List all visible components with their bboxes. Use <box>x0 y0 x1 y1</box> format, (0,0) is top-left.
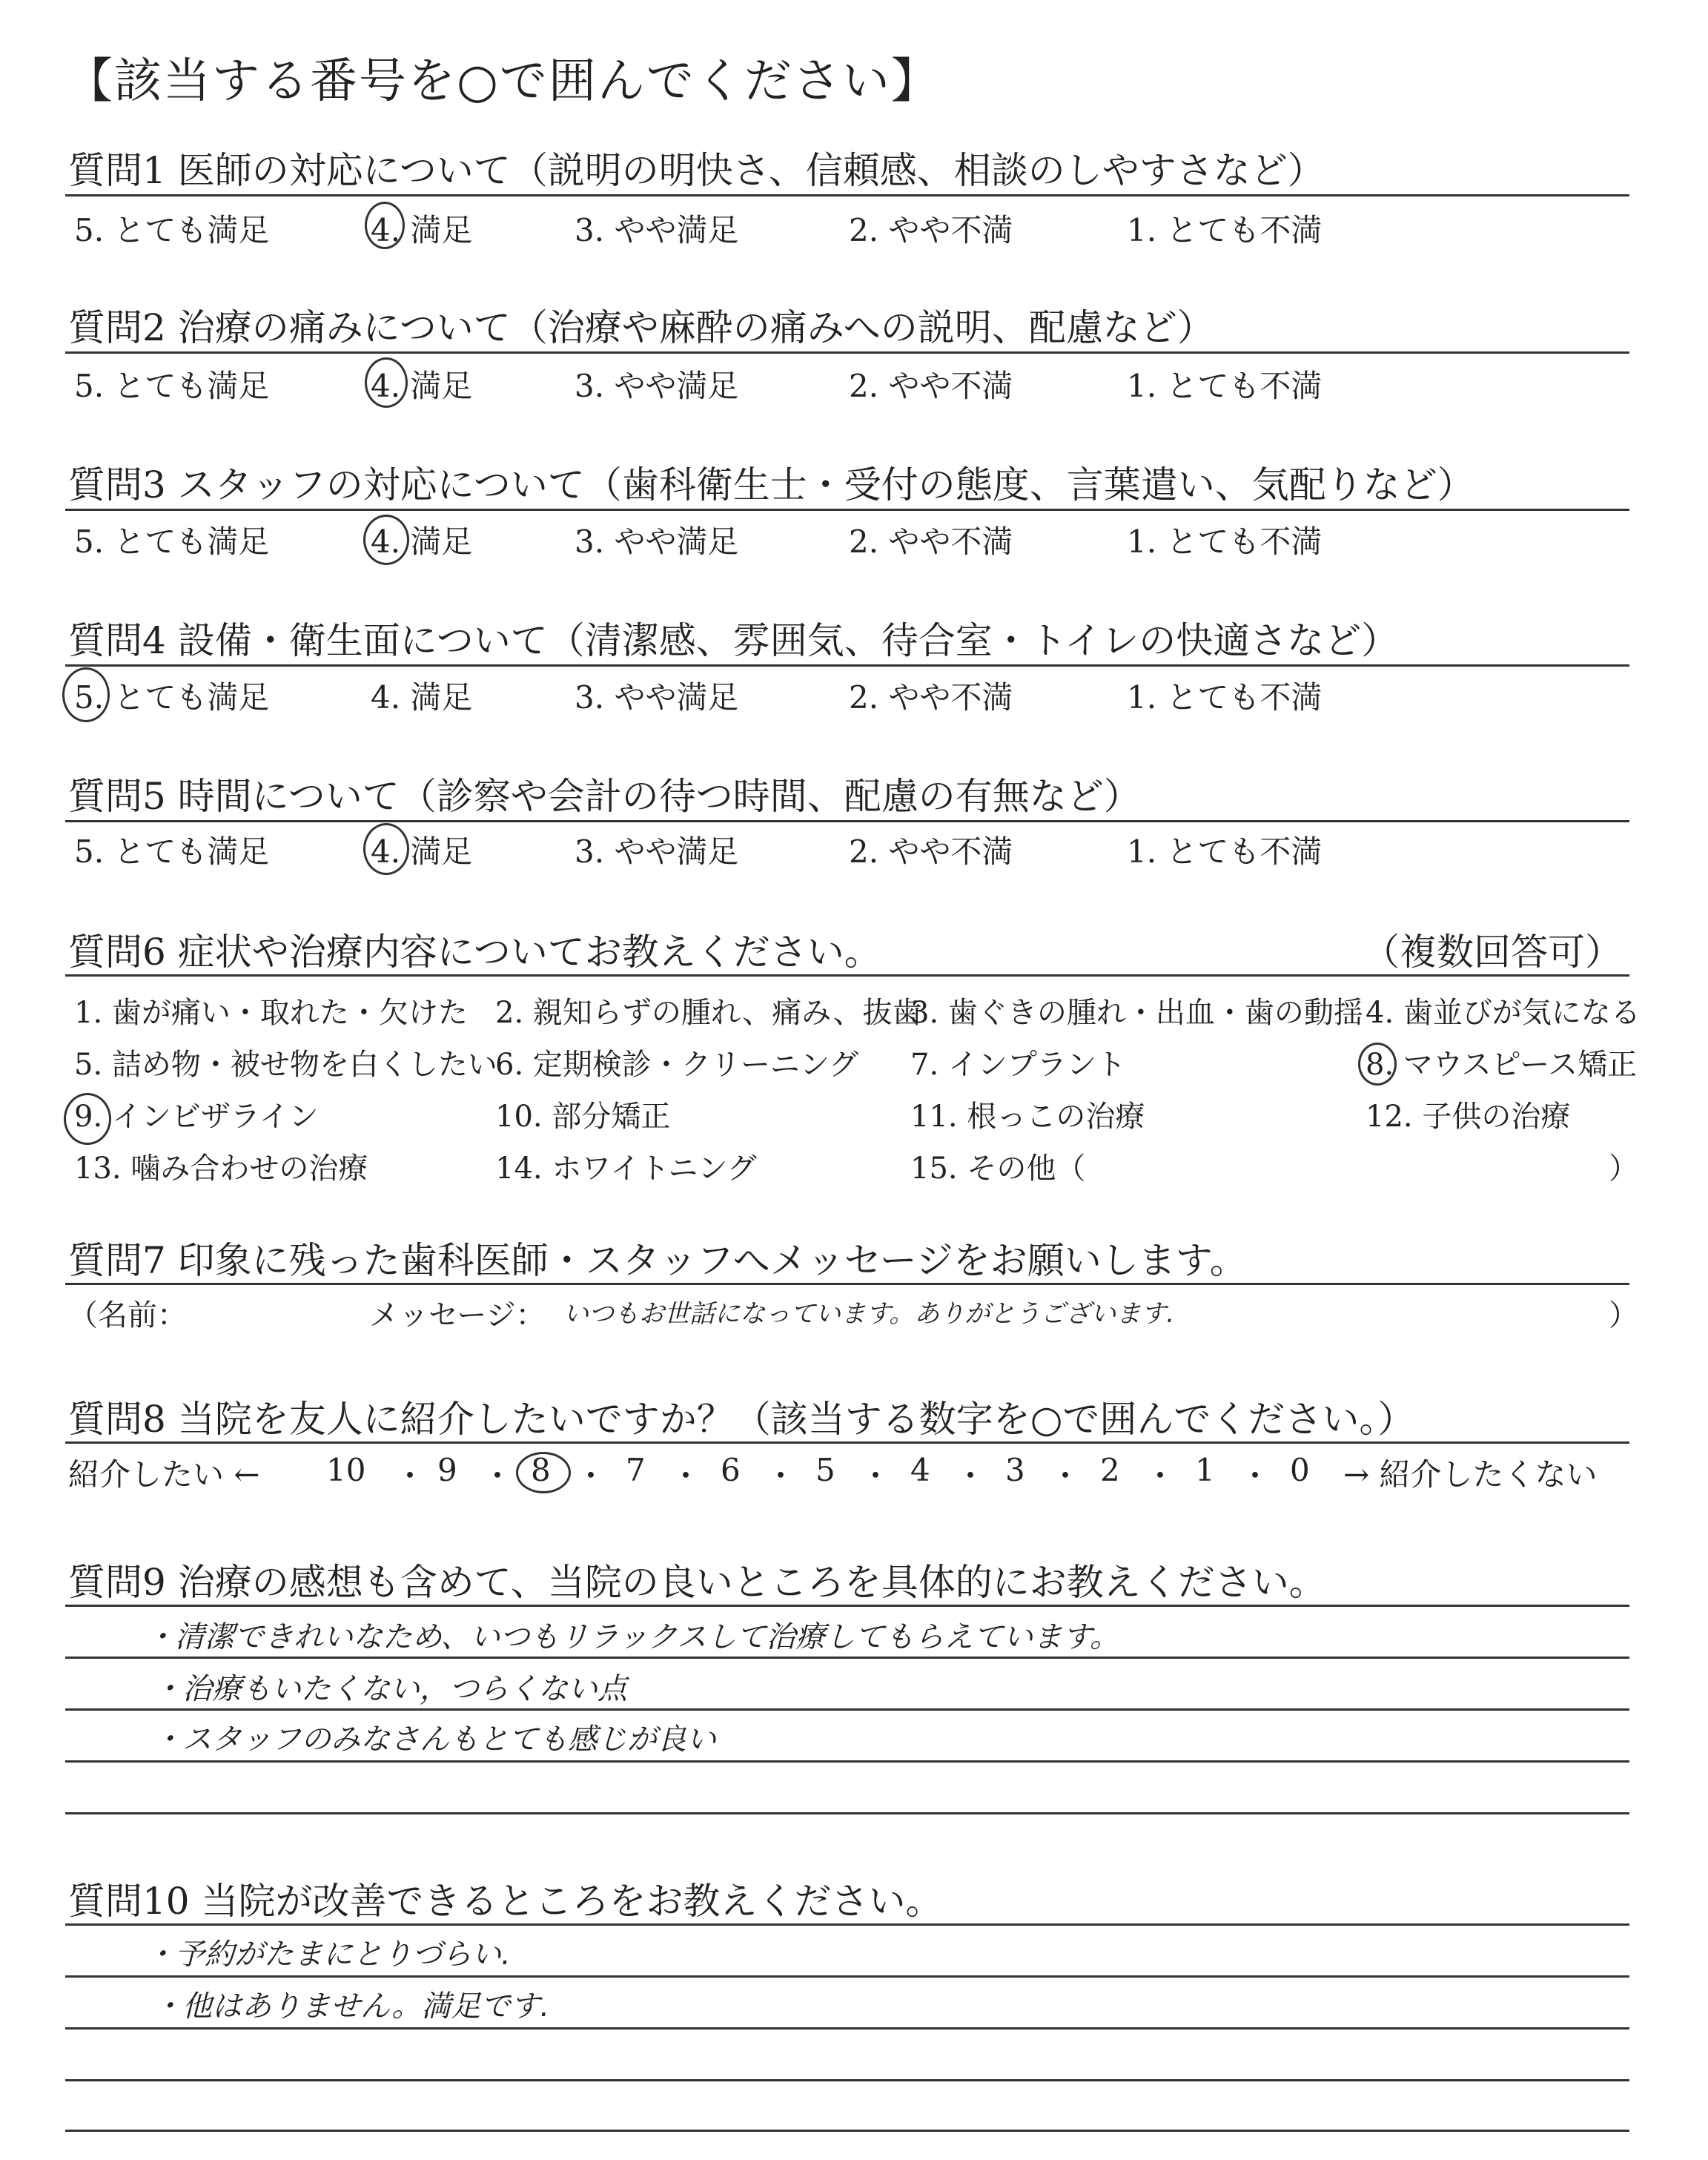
divider <box>65 1441 1629 1444</box>
ruled-line <box>65 1657 1629 1659</box>
q1-option-2[interactable]: 2. やや不満 <box>849 212 1013 248</box>
q6-option-5[interactable]: 5. 詰め物・被せ物を白くしたい <box>74 1048 497 1082</box>
q7-message-answer: いつもお世話になっています。ありがとうございます. <box>563 1299 1175 1329</box>
question-6-note: （複数回答可） <box>1363 931 1622 974</box>
q6-option-6[interactable]: 6. 定期検診・クリーニング <box>495 1048 859 1082</box>
question-7-title: 質問7 印象に残った歯科医師・スタッフへメッセージをお願いします。 <box>68 1239 1247 1282</box>
divider <box>65 194 1629 196</box>
q6-option-15-close: ） <box>1609 1152 1638 1186</box>
q6-option-4[interactable]: 4. 歯並びが気になる <box>1366 996 1641 1030</box>
q8-dot: ・ <box>765 1458 797 1494</box>
q8-dot: ・ <box>394 1458 426 1494</box>
q5-option-4[interactable]: 4. 満足 <box>371 833 473 870</box>
q8-number-3[interactable]: 3 <box>1005 1452 1025 1488</box>
q1-option-4[interactable]: 4. 満足 <box>371 212 473 248</box>
ruled-line <box>65 1975 1629 1978</box>
q5-option-3[interactable]: 3. やや満足 <box>575 833 739 870</box>
q7-close-paren: ） <box>1609 1298 1638 1332</box>
q9-answer-line-2: ・治療もいたくない，つらくない点 <box>153 1672 627 1706</box>
divider <box>65 664 1629 667</box>
q3-selection-circle <box>363 515 409 565</box>
q6-option-14[interactable]: 14. ホワイトニング <box>495 1152 757 1186</box>
q1-option-1[interactable]: 1. とても不満 <box>1127 212 1323 248</box>
q8-dot: ・ <box>482 1458 514 1494</box>
q6-option-7[interactable]: 7. インプラント <box>910 1048 1126 1082</box>
q1-selection-circle <box>365 202 405 249</box>
divider <box>65 1283 1629 1285</box>
page-header: 【該当する番号を○で囲んでください】 <box>65 54 940 109</box>
q8-number-10[interactable]: 10 <box>326 1452 366 1488</box>
q3-option-2[interactable]: 2. やや不満 <box>849 524 1013 560</box>
q1-option-3[interactable]: 3. やや満足 <box>575 212 739 248</box>
q2-selection-circle <box>365 357 408 408</box>
q6-option-10[interactable]: 10. 部分矯正 <box>495 1100 671 1134</box>
q6-option-13[interactable]: 13. 噛み合わせの治療 <box>74 1152 368 1186</box>
divider <box>65 509 1629 511</box>
q9-answer-line-1: ・清潔できれいなため、いつもリラックスして治療してもらえています。 <box>145 1620 1119 1654</box>
q2-option-4[interactable]: 4. 満足 <box>371 368 473 404</box>
ruled-line <box>65 1605 1629 1607</box>
q6-option-8-circle <box>1358 1043 1397 1086</box>
q8-number-6[interactable]: 6 <box>721 1452 741 1488</box>
q2-option-2[interactable]: 2. やや不満 <box>849 368 1013 404</box>
q2-option-5[interactable]: 5. とても満足 <box>74 368 270 404</box>
q8-number-1[interactable]: 1 <box>1195 1452 1215 1488</box>
q6-option-2[interactable]: 2. 親知らずの腫れ、痛み、抜歯 <box>495 996 922 1030</box>
q8-number-0[interactable]: 0 <box>1290 1452 1310 1488</box>
q8-right-label: → 紹介したくない <box>1343 1456 1598 1493</box>
ruled-line <box>65 2079 1629 2081</box>
ruled-line <box>65 1760 1629 1763</box>
q7-message-label: メッセージ： <box>369 1298 546 1332</box>
q6-option-9[interactable]: 9. インビザライン <box>74 1100 319 1134</box>
q10-answer-line-1: ・予約がたまにとりづらい. <box>145 1938 511 1972</box>
q6-option-12[interactable]: 12. 子供の治療 <box>1366 1100 1571 1134</box>
ruled-line <box>65 1923 1629 1926</box>
question-3-title: 質問3 スタッフの対応について（歯科衛生士・受付の態度、言葉遣い、気配りなど） <box>68 463 1474 506</box>
q9-answer-line-3: ・スタッフのみなさんもとても感じが良い <box>153 1723 716 1757</box>
q8-number-5[interactable]: 5 <box>815 1452 835 1488</box>
question-9-title: 質問9 治療の感想も含めて、当院の良いところを具体的にお教えください。 <box>68 1561 1326 1604</box>
q5-option-5[interactable]: 5. とても満足 <box>74 833 270 870</box>
q6-option-3[interactable]: 3. 歯ぐきの腫れ・出血・歯の動揺 <box>910 996 1363 1030</box>
divider <box>65 820 1629 822</box>
q3-option-3[interactable]: 3. やや満足 <box>575 524 739 560</box>
divider <box>65 351 1629 354</box>
ruled-line <box>65 2027 1629 2029</box>
question-5-title: 質問5 時間について（診察や会計の待つ時間、配慮の有無など） <box>68 775 1141 818</box>
q8-dot: ・ <box>955 1458 987 1494</box>
q4-option-3[interactable]: 3. やや満足 <box>575 679 739 716</box>
q8-left-label: 紹介したい ← <box>68 1456 260 1493</box>
ruled-line <box>65 1708 1629 1711</box>
q2-option-1[interactable]: 1. とても不満 <box>1127 368 1323 404</box>
q6-option-9-circle <box>64 1093 111 1145</box>
question-8-title: 質問8 当院を友人に紹介したいですか？（該当する数字を○で囲んでください。） <box>68 1398 1415 1441</box>
q6-option-15[interactable]: 15. その他（ <box>910 1152 1086 1186</box>
q1-option-5[interactable]: 5. とても満足 <box>74 212 270 248</box>
ruled-line <box>65 1812 1629 1814</box>
q8-dot: ・ <box>575 1458 607 1494</box>
q3-option-1[interactable]: 1. とても不満 <box>1127 524 1323 560</box>
question-10-title: 質問10 当院が改善できるところをお教えください。 <box>68 1880 943 1923</box>
question-4-title: 質問4 設備・衛生面について（清潔感、雰囲気、待合室・トイレの快適さなど） <box>68 619 1399 662</box>
q8-selection-circle <box>516 1452 571 1493</box>
q3-option-4[interactable]: 4. 満足 <box>371 524 473 560</box>
question-6-title: 質問6 症状や治療内容についてお教えください。 <box>68 931 881 974</box>
q6-option-8[interactable]: 8. マウスピース矯正 <box>1366 1048 1638 1082</box>
divider <box>65 974 1629 977</box>
q8-number-9[interactable]: 9 <box>437 1452 457 1488</box>
q4-option-4[interactable]: 4. 満足 <box>371 679 473 716</box>
q4-option-5[interactable]: 5. とても満足 <box>74 679 270 716</box>
q8-number-8[interactable]: 8 <box>531 1452 551 1488</box>
q8-dot: ・ <box>1050 1458 1082 1494</box>
q8-dot: ・ <box>1239 1458 1271 1494</box>
q4-selection-circle <box>62 667 110 722</box>
q8-number-4[interactable]: 4 <box>910 1452 930 1488</box>
q5-option-1[interactable]: 1. とても不満 <box>1127 833 1323 870</box>
q4-option-1[interactable]: 1. とても不満 <box>1127 679 1323 716</box>
q3-option-5[interactable]: 5. とても満足 <box>74 524 270 560</box>
q7-name-label: （名前： <box>68 1298 187 1332</box>
q8-dot: ・ <box>1145 1458 1176 1494</box>
q5-selection-circle <box>363 823 409 875</box>
q2-option-3[interactable]: 3. やや満足 <box>575 368 739 404</box>
question-2-title: 質問2 治療の痛みについて（治療や麻酔の痛みへの説明、配慮など） <box>68 306 1214 349</box>
q10-answer-line-2: ・他はありません。満足です. <box>153 1989 550 2024</box>
question-1-title: 質問1 医師の対応について（説明の明快さ、信頼感、相談のしやすさなど） <box>68 149 1325 192</box>
q5-option-2[interactable]: 2. やや不満 <box>849 833 1013 870</box>
q6-option-1[interactable]: 1. 歯が痛い・取れた・欠けた <box>74 996 468 1030</box>
q6-option-11[interactable]: 11. 根っこの治療 <box>910 1100 1145 1134</box>
q8-dot: ・ <box>860 1458 892 1494</box>
q8-number-2[interactable]: 2 <box>1100 1452 1120 1488</box>
ruled-line <box>65 2130 1629 2132</box>
q4-option-2[interactable]: 2. やや不満 <box>849 679 1013 716</box>
q8-number-7[interactable]: 7 <box>626 1452 646 1488</box>
q8-dot: ・ <box>670 1458 702 1494</box>
